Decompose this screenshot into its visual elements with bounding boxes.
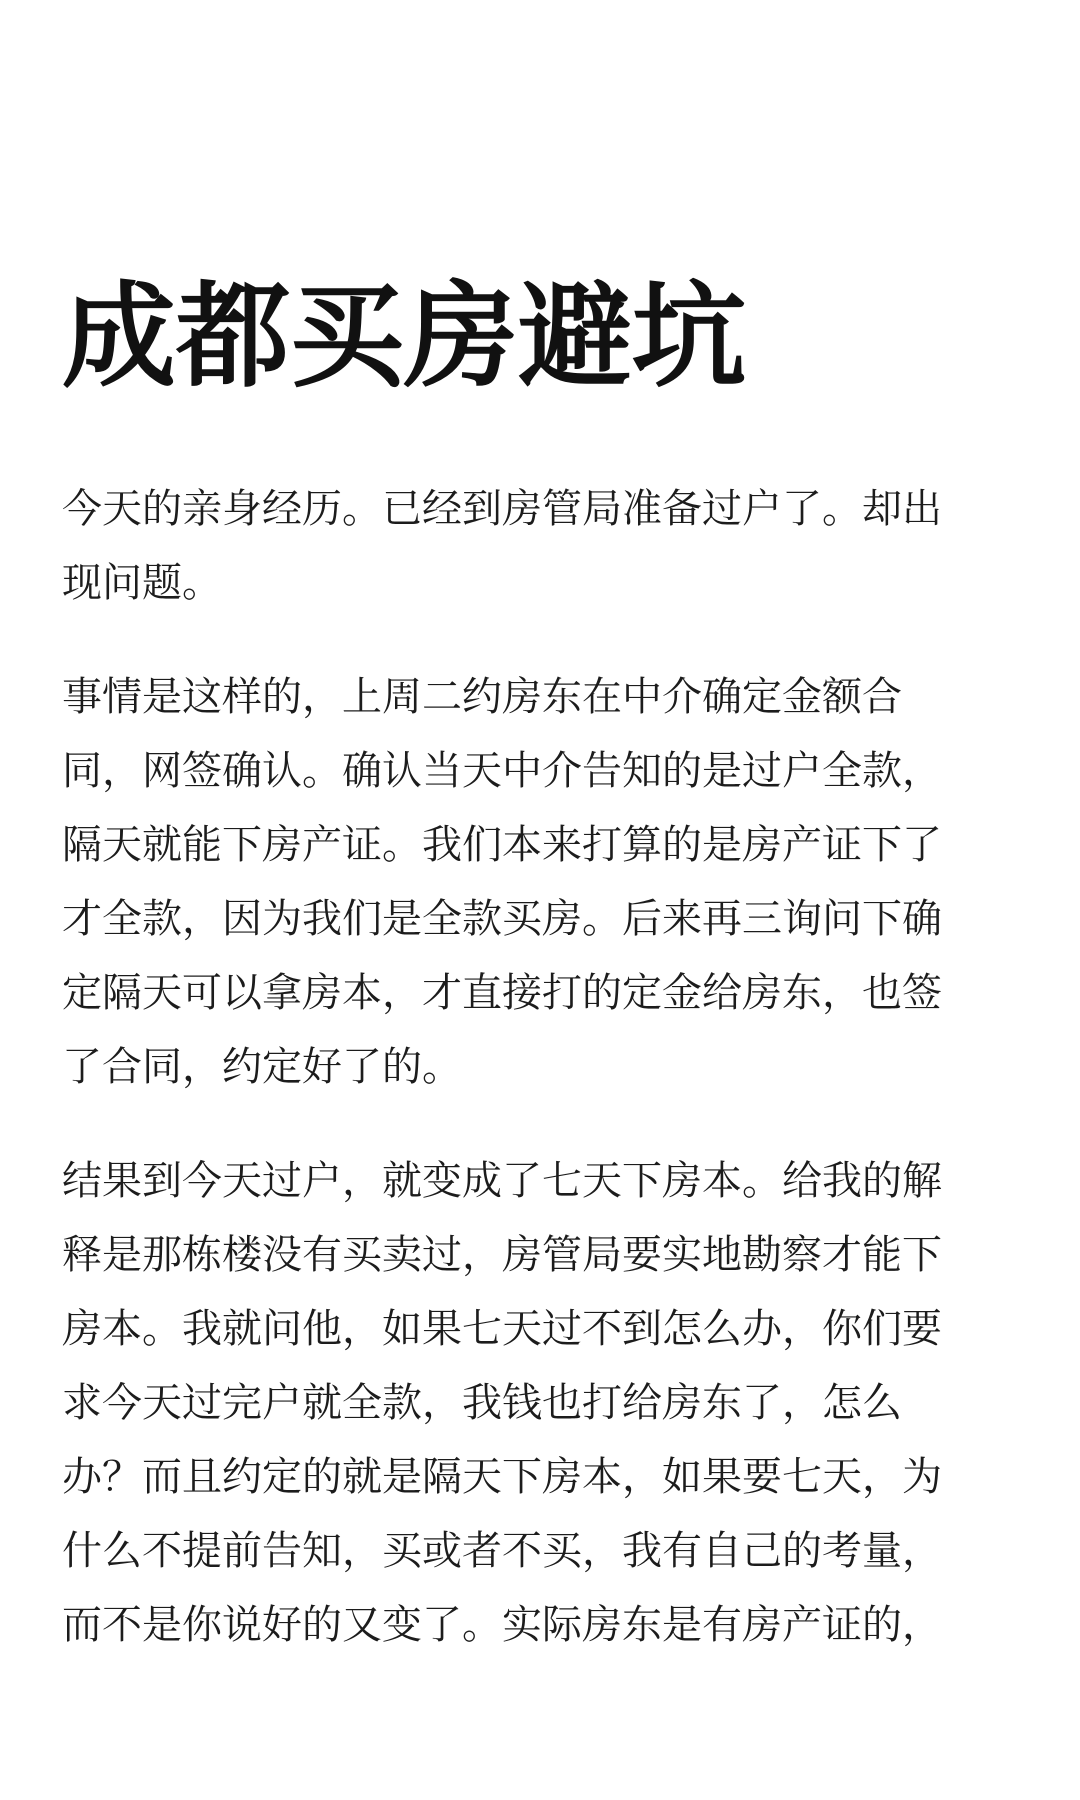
paragraph-line: 结果到今天过户，就变成了七天下房本。给我的解: [62, 1158, 942, 1204]
paragraph-line: 而不是你说好的又变了。实际房东是有房产证的，: [62, 1602, 942, 1648]
paragraph-line: 房本。我就问他，如果七天过不到怎么办，你们要: [62, 1306, 942, 1352]
paragraph-line: 现问题。: [62, 560, 222, 606]
paragraph-line: 释是那栋楼没有买卖过，房管局要实地勘察才能下: [62, 1232, 942, 1278]
paragraph-line: 了合同，约定好了的。: [62, 1044, 462, 1090]
paragraph-line: 今天的亲身经历。已经到房管局准备过户了。却出: [62, 486, 942, 532]
paragraph-line: 才全款，因为我们是全款买房。后来再三询问下确: [62, 896, 942, 942]
paragraph-line: 求今天过完户就全款，我钱也打给房东了，怎么: [62, 1380, 902, 1426]
paragraph-line: 事情是这样的，上周二约房东在中介确定金额合: [62, 674, 902, 720]
article-paragraph-2: [62, 660, 1020, 1104]
paragraph-line: 隔天就能下房产证。我们本来打算的是房产证下了: [62, 822, 942, 868]
paragraph-line: 同，网签确认。确认当天中介告知的是过户全款，: [62, 748, 942, 794]
article-paragraph-1: [62, 472, 1020, 620]
paragraph-line: 办？而且约定的就是隔天下房本，如果要七天，为: [62, 1454, 942, 1500]
paragraph-line: 什么不提前告知，买或者不买，我有自己的考量，: [62, 1528, 942, 1574]
paragraph-line: 定隔天可以拿房本，才直接打的定金给房东，也签: [62, 970, 942, 1016]
article-title: 成都买房避坑: [62, 270, 747, 403]
article-paragraph-3: [62, 1144, 1020, 1662]
